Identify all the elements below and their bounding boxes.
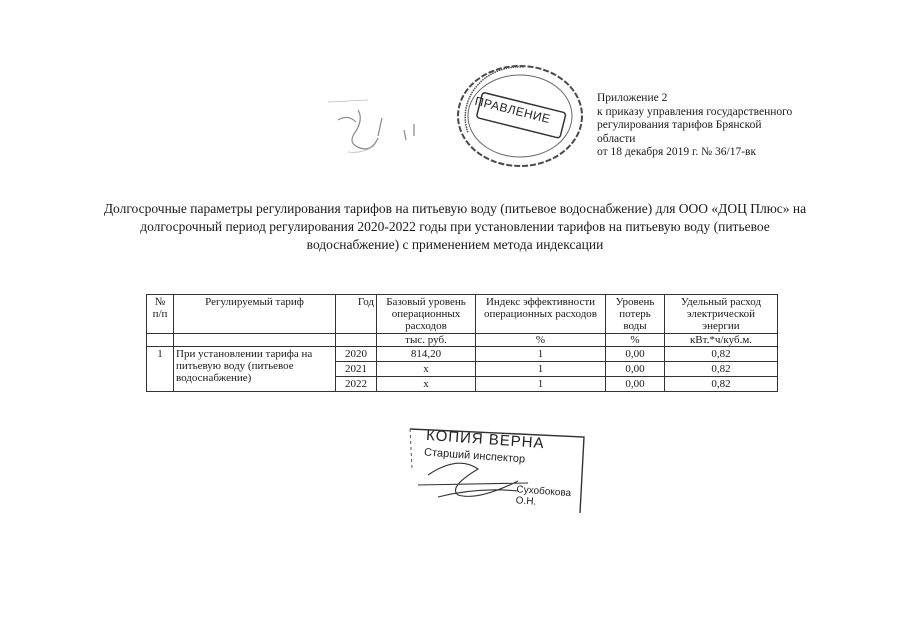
unit-water-loss: % <box>606 334 665 347</box>
cell-energy-consumption: 0,82 <box>665 377 778 392</box>
cell-water-loss: 0,00 <box>606 377 665 392</box>
tariff-name: При установлении тарифа на питьевую воду (питьевое водоснабжение) <box>174 347 336 392</box>
certified-copy-stamp <box>408 425 594 517</box>
seal-text: ПРАВЛЕНИЕ <box>473 93 552 127</box>
appendix-reference <box>597 92 837 160</box>
header-num: № п/п <box>147 295 174 334</box>
certified-copy-label: КОПИЯ ВЕРНА <box>425 426 546 453</box>
cell-energy-consumption: 0,82 <box>665 362 778 377</box>
row-number: 1 <box>147 347 174 392</box>
cell-efficiency-index: 1 <box>476 347 606 362</box>
header-water-loss: Уровень потерь воды <box>606 295 665 334</box>
table-header-row <box>147 295 778 334</box>
unit-empty <box>147 334 174 347</box>
appendix-line: Приложение 2 <box>597 92 668 104</box>
cell-efficiency-index: 1 <box>476 362 606 377</box>
cell-base-level: 814,20 <box>377 347 476 362</box>
header-energy-consumption: Удельный расход электрической энергии <box>665 295 778 334</box>
svg-text:••••••••••••••••••••••••••••••: ••••••••••••••••••••••••••••••••••••••••••• <box>462 63 524 134</box>
appendix-line: от 18 декабря 2019 г. № 36/17-вк <box>597 146 757 158</box>
cell-year: 2021 <box>336 362 377 377</box>
unit-base-level: тыс. руб. <box>377 334 476 347</box>
table-row <box>147 347 778 362</box>
cell-energy-consumption: 0,82 <box>665 347 778 362</box>
unit-empty <box>336 334 377 347</box>
tariff-parameters-table <box>146 294 778 392</box>
cell-year: 2022 <box>336 377 377 392</box>
unit-empty <box>174 334 336 347</box>
table-unit-row <box>147 334 778 347</box>
unit-efficiency-index: % <box>476 334 606 347</box>
inspector-title: Старший инспектор <box>423 446 526 466</box>
cell-year: 2020 <box>336 347 377 362</box>
cell-efficiency-index: 1 <box>476 377 606 392</box>
appendix-line: области <box>597 132 636 145</box>
document-title: Долгосрочные параметры регулирования тарифов на питьевую воду (питьевое водоснабжение) для ООО «ДОЦ Плюс» на долгосрочный период регулирования 2020-2022 годы при установлении тарифов на питьевую воду (питьевое водоснабжение) с применением метода индексации <box>103 201 807 252</box>
cell-water-loss: 0,00 <box>606 362 665 377</box>
signature-scribble <box>318 90 433 170</box>
inspector-name: Сухобокова О.Н. <box>515 484 572 508</box>
header-year: Год <box>336 295 377 334</box>
header-tariff: Регулируемый тариф <box>174 295 336 334</box>
unit-energy-consumption: кВт.*ч/куб.м. <box>665 334 778 347</box>
appendix-line: к приказу управления государственного <box>597 105 793 118</box>
header-base-level: Базовый уровень операционных расходов <box>377 295 476 334</box>
appendix-line: регулирования тарифов Брянской <box>597 119 762 131</box>
cell-base-level: х <box>377 362 476 377</box>
cell-water-loss: 0,00 <box>606 347 665 362</box>
cell-base-level: х <box>377 377 476 392</box>
header-efficiency-index: Индекс эффективности операционных расходов <box>476 295 606 334</box>
